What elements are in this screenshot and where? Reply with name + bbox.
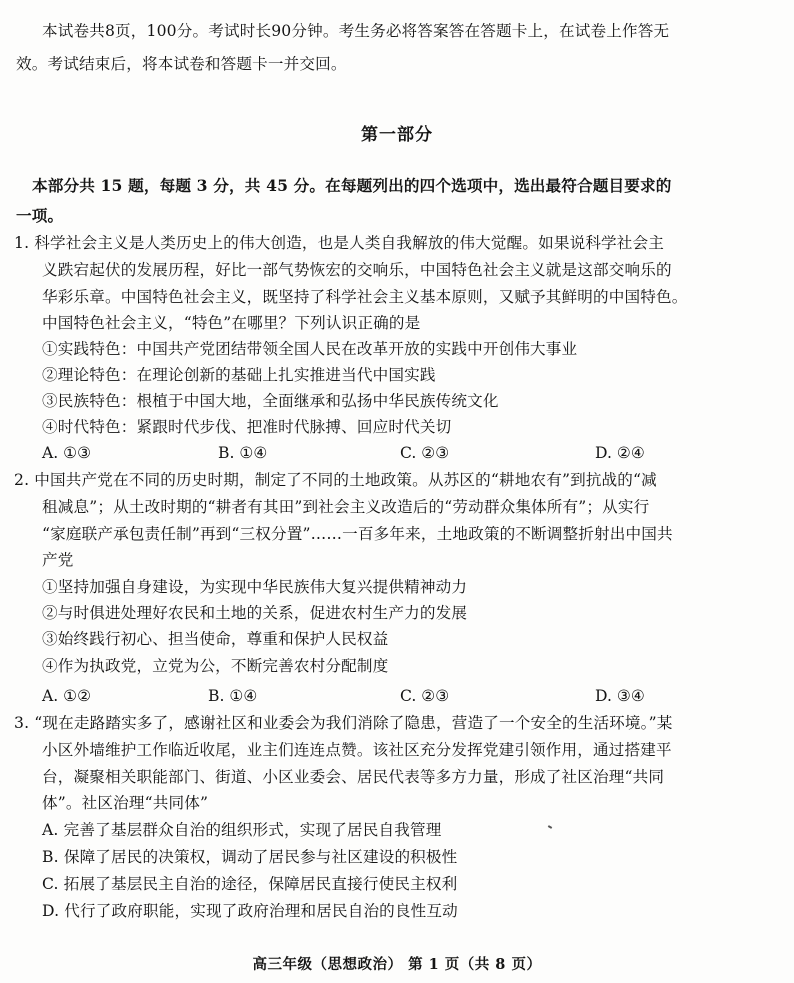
q1-stem-line-2: 义跌宕起伏的发展历程，好比一部气势恢宏的交响乐，中国特色社会主义就是这部交响乐的	[42, 261, 672, 279]
q1-item-2: ②理论特色：在理论创新的基础上扎实推进当代中国实践	[42, 366, 436, 384]
q3-stem-line-3: 台，凝聚相关职能部门、街道、小区业委会、居民代表等多方力量，形成了社区治理“共同	[42, 768, 665, 786]
section-desc-line-2: 一项。	[16, 206, 64, 225]
q2-item-1: ①坚持加强自身建设，为实现中华民族伟大复兴提供精神动力	[42, 578, 468, 596]
q2-stem-line-2: 租减息”；从土改时期的“耕者有其田”到社会主义改造后的“劳动群众集体所有”；从实行	[42, 498, 650, 516]
q1-item-1: ①实践特色：中国共产党团结带领全国人民在改革开放的实践中开创伟大事业	[42, 340, 578, 358]
q2-item-4: ④作为执政党，立党为公，不断完善农村分配制度	[42, 657, 389, 675]
q3-stem-line-2: 小区外墙维护工作临近收尾，业主们连连点赞。该社区充分发挥党建引领作用，通过搭建平	[42, 741, 672, 759]
q1-options	[42, 442, 782, 464]
q1-option-d: D. ②④	[595, 444, 645, 462]
q1-option-b: B. ①④	[218, 444, 268, 462]
q3-option-c: C. 拓展了基层民主自治的途径，保障居民直接行使民主权利	[42, 875, 458, 893]
q1-item-4: ④时代特色：紧跟时代步伐、把准时代脉搏、回应时代关切	[42, 418, 452, 436]
section-title: 第一部分	[361, 125, 433, 145]
scan-speck	[548, 825, 552, 829]
q2-stem-line-3: “家庭联产承包责任制”再到“三权分置”……一百多年来，土地政策的不断调整折射出中国共	[42, 525, 673, 543]
q3-stem-line-1: 3. “现在走路踏实多了，感谢社区和业委会为我们消除了隐患，营造了一个安全的生活环境。”某	[14, 714, 673, 732]
section-desc-line-1: 本部分共 15 题，每题 3 分，共 45 分。在每题列出的四个选项中，选出最符合题目要求的	[32, 176, 672, 195]
q2-option-a: A. ①②	[42, 687, 92, 705]
q2-item-2: ②与时俱进处理好农民和土地的关系，促进农村生产力的发展	[42, 604, 468, 622]
q3-option-b: B. 保障了居民的决策权，调动了居民参与社区建设的积极性	[42, 848, 458, 866]
q2-stem-line-4: 产党	[42, 551, 74, 569]
intro-line-1: 本试卷共8页，100分。考试时长90分钟。考生务必将答案答在答题卡上，在试卷上作答无	[42, 22, 670, 40]
page-footer: 高三年级（思想政治） 第 1 页（共 8 页）	[252, 956, 542, 973]
q1-stem-line-1: 1. 科学社会主义是人类历史上的伟大创造，也是人类自我解放的伟大觉醒。如果说科学社会主	[14, 234, 665, 252]
q3-option-a: A. 完善了基层群众自治的组织形式，实现了居民自我管理	[42, 821, 442, 839]
q1-stem-line-4: 中国特色社会主义，“特色”在哪里？下列认识正确的是	[42, 314, 421, 332]
q1-item-3: ③民族特色：根植于中国大地，全面继承和弘扬中华民族传统文化	[42, 392, 499, 410]
q3-stem-line-4: 体”。社区治理“共同体”	[42, 794, 209, 812]
q2-option-c: C. ②③	[400, 687, 450, 705]
q2-option-d: D. ③④	[595, 687, 645, 705]
q1-option-a: A. ①③	[42, 444, 92, 462]
q2-item-3: ③始终践行初心、担当使命，尊重和保护人民权益	[42, 630, 389, 648]
q2-options	[42, 685, 782, 707]
q2-option-b: B. ①④	[208, 687, 258, 705]
q2-stem-line-1: 2. 中国共产党在不同的历史时期，制定了不同的土地政策。从苏区的“耕地农有”到抗战的“减	[14, 471, 657, 489]
q1-option-c: C. ②③	[400, 444, 450, 462]
q3-option-d: D. 代行了政府职能，实现了政府治理和居民自治的良性互动	[42, 902, 458, 920]
intro-line-2: 效。考试结束后，将本试卷和答题卡一并交回。	[16, 55, 347, 73]
q1-stem-line-3: 华彩乐章。中国特色社会主义，既坚持了科学社会主义基本原则，又赋予其鲜明的中国特色。	[42, 288, 688, 306]
